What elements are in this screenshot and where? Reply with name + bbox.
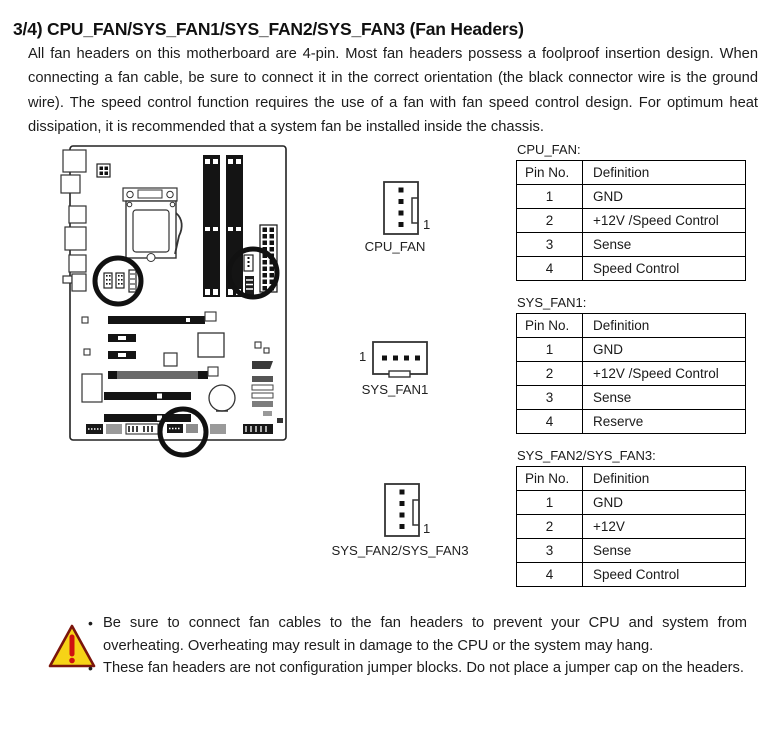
pin-number-cell: 2 <box>517 362 583 386</box>
pin-number-cell: 3 <box>517 233 583 257</box>
definition-cell: Speed Control <box>583 257 746 281</box>
warning-item: • These fan headers are not configuration jumper blocks. Do not place a jumper cap on the headers. <box>87 657 747 680</box>
table-row <box>517 338 746 362</box>
table-caption: SYS_FAN2/SYS_FAN3: <box>517 448 656 463</box>
connector-label: SYS_FAN1 <box>361 382 429 397</box>
col-header-pin: Pin No. <box>517 314 583 338</box>
connector-label: CPU_FAN <box>364 239 426 254</box>
definition-cell: +12V /Speed Control <box>583 362 746 386</box>
table-row <box>517 257 746 281</box>
definition-cell: GND <box>583 185 746 209</box>
definition-cell: +12V <box>583 515 746 539</box>
fan-header-pinout-icon <box>384 483 431 539</box>
pin-table-sys-fan2-3 <box>516 448 748 587</box>
rear-io-ports <box>61 150 86 291</box>
table-row <box>517 362 746 386</box>
pin-number-cell: 2 <box>517 209 583 233</box>
col-header-pin: Pin No. <box>517 467 583 491</box>
pin-table <box>516 466 746 587</box>
page-title: 3/4) CPU_FAN/SYS_FAN1/SYS_FAN2/SYS_FAN3 (Fan Headers) <box>13 19 524 39</box>
pin-table-cpu-fan <box>516 142 748 281</box>
table-row <box>517 515 746 539</box>
col-header-definition: Definition <box>583 161 746 185</box>
pin-number-cell: 1 <box>517 185 583 209</box>
table-row <box>517 539 746 563</box>
table-row <box>517 233 746 257</box>
table-row <box>517 410 746 434</box>
cmos-battery <box>209 385 235 411</box>
table-row <box>517 563 746 587</box>
warning-item: • Be sure to connect fan cables to the fan headers to prevent your CPU and system from overheating. Overheating may result in damage to the CPU or the system may hang. <box>87 612 747 657</box>
definition-cell: +12V /Speed Control <box>583 209 746 233</box>
intro-paragraph: All fan headers on this motherboard are 4-pin. Most fan headers possess a foolproof insertion design. When connecting a fan cable, be sure to connect it in the correct orientation (the black connector wire is the ground wire). The speed control function requires the use of a fan with fan speed control design. For optimum heat dissipation, it is recommended that a system fan be installed inside the chassis. <box>28 46 758 136</box>
pin-number-cell: 2 <box>517 515 583 539</box>
definition-cell: Sense <box>583 539 746 563</box>
table-row <box>517 209 746 233</box>
pin-number-cell: 1 <box>517 338 583 362</box>
table-caption: CPU_FAN: <box>517 142 581 157</box>
col-header-pin: Pin No. <box>517 161 583 185</box>
pin1-label: 1 <box>423 521 431 536</box>
definition-cell: Reserve <box>583 410 746 434</box>
pin-table <box>516 160 746 281</box>
pin1-label: 1 <box>359 349 367 364</box>
cpu-fan-connector-diagram <box>340 181 450 259</box>
motherboard-diagram <box>60 143 294 459</box>
definition-cell: Sense <box>583 386 746 410</box>
sys-fan1-connector-diagram <box>340 341 450 403</box>
pin-table-sys-fan1 <box>516 295 748 434</box>
pin-table <box>516 313 746 434</box>
cpu-socket <box>123 188 182 262</box>
fan-header-pinout-icon <box>372 341 430 383</box>
definition-cell: GND <box>583 338 746 362</box>
table-caption: SYS_FAN1: <box>517 295 587 310</box>
warning-note <box>45 612 750 680</box>
pin-number-cell: 1 <box>517 491 583 515</box>
table-row <box>517 491 746 515</box>
pin1-label: 1 <box>423 217 431 232</box>
pin-number-cell: 4 <box>517 563 583 587</box>
pin-number-cell: 3 <box>517 386 583 410</box>
connector-label: SYS_FAN2/SYS_FAN3 <box>331 543 469 558</box>
pin-number-cell: 4 <box>517 257 583 281</box>
table-row <box>517 386 746 410</box>
table-row <box>517 185 746 209</box>
sys-fan2-3-connector-diagram <box>330 483 470 565</box>
col-header-definition: Definition <box>583 467 746 491</box>
definition-cell: Speed Control <box>583 563 746 587</box>
pin-number-cell: 3 <box>517 539 583 563</box>
warning-list <box>87 612 747 680</box>
pin-number-cell: 4 <box>517 410 583 434</box>
definition-cell: Sense <box>583 233 746 257</box>
fan-header-pinout-icon <box>383 181 427 237</box>
atx-12v-connector <box>97 164 110 177</box>
definition-cell: GND <box>583 491 746 515</box>
col-header-definition: Definition <box>583 314 746 338</box>
